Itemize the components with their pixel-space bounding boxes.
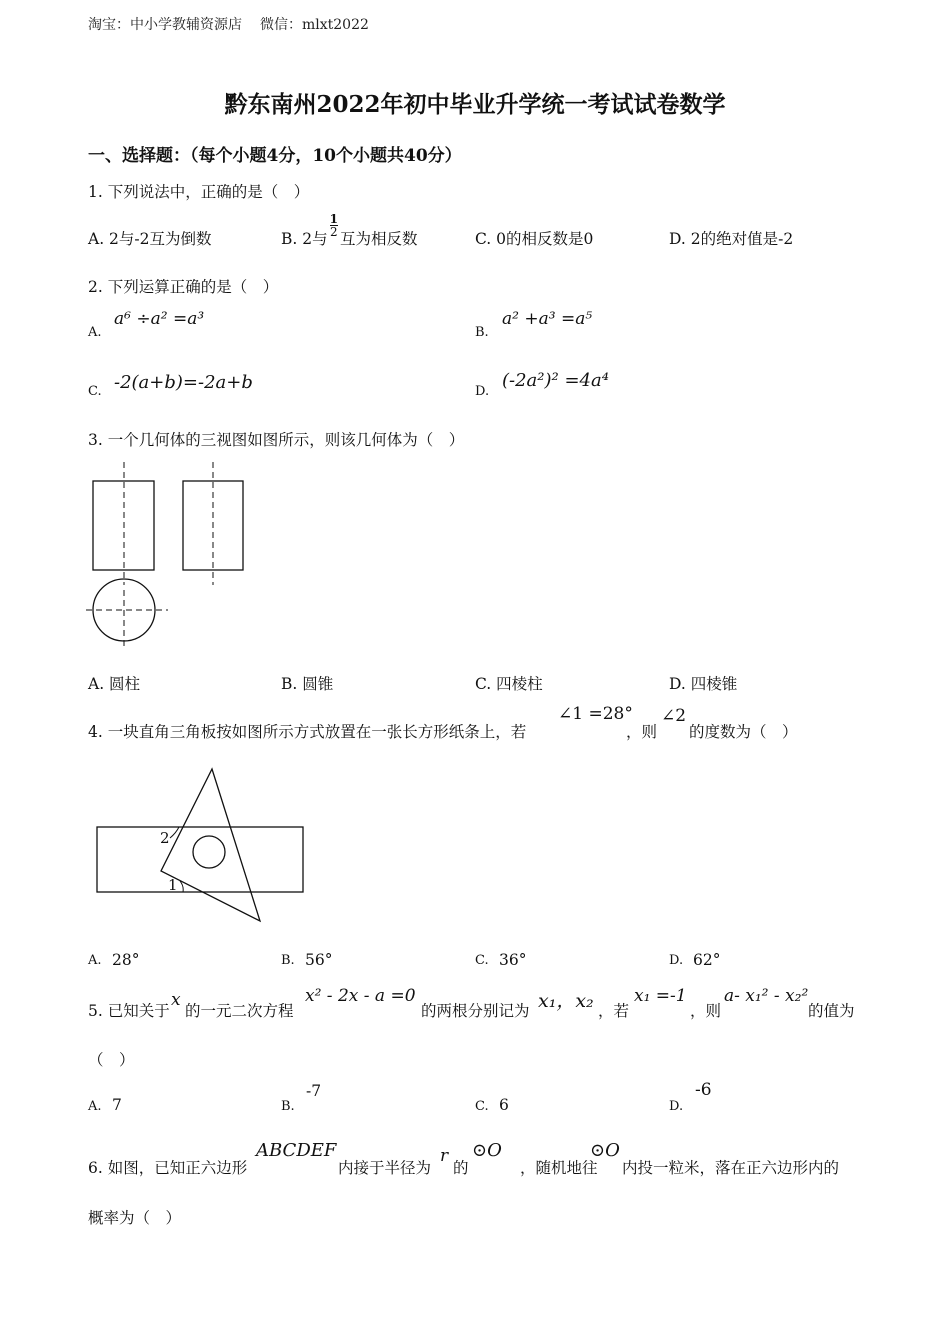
q2-option-c-label: C. bbox=[88, 384, 102, 399]
q6-hexagon-name: ABCDEF bbox=[256, 1140, 337, 1161]
angle-label-1: 1 bbox=[168, 876, 178, 894]
q1-option-c: C. 0的相反数是0 bbox=[475, 230, 594, 248]
q4-option-c-value: 36° bbox=[499, 951, 527, 969]
q5-option-b-label: B. bbox=[281, 1099, 295, 1114]
q4-option-a-label: A. bbox=[88, 953, 102, 968]
right-triangle-plate bbox=[161, 769, 260, 921]
q3-option-a: A. 圆柱 bbox=[88, 675, 141, 693]
q6-stem-post: 内投一粒米，落在正六边形内的 bbox=[622, 1159, 840, 1177]
q6-stem-mid2: 的 bbox=[453, 1159, 469, 1177]
header-shop: 淘宝：中小学教辅资源店 bbox=[88, 17, 242, 33]
q4-condition: ∠1 =28° bbox=[558, 704, 633, 724]
section-heading: 一、选择题：（每个小题4分，10个小题共40分） bbox=[88, 146, 462, 166]
paper-strip bbox=[97, 827, 303, 892]
q6-stem-line2: 概率为（ ） bbox=[88, 1209, 182, 1227]
q5-option-c-label: C. bbox=[475, 1099, 489, 1114]
q4-option-c-label: C. bbox=[475, 953, 489, 968]
q3-option-b: B. 圆锥 bbox=[281, 675, 334, 693]
q4-stem-post: 的度数为（ ） bbox=[689, 723, 798, 741]
angle-label-2: 2 bbox=[160, 829, 170, 847]
q2-stem: 2. 下列运算正确的是（ ） bbox=[88, 278, 279, 296]
q2-option-a-expr: a⁶ ÷a² =a³ bbox=[114, 309, 205, 329]
q6-circle-o-2: ⊙O bbox=[590, 1140, 620, 1161]
q5-option-d-value: -6 bbox=[695, 1080, 712, 1100]
q5-stem-pre: 5. 已知关于 bbox=[88, 1002, 170, 1020]
q6-radius-r: r bbox=[440, 1146, 449, 1166]
q5-stem-mid2: 的两根分别记为 bbox=[421, 1002, 530, 1020]
page-title: 黔东南州2022年初中毕业升学统一考试试卷数学 bbox=[224, 91, 726, 118]
q3-stem: 3. 一个几何体的三视图如图所示，则该几何体为（ ） bbox=[88, 431, 465, 449]
q1-option-b-pre: B. 2与 bbox=[281, 230, 328, 248]
q5-paren: （ ） bbox=[88, 1051, 135, 1069]
q5-expression: a- x₁² - x₂² bbox=[724, 986, 809, 1006]
q1-stem: 1. 下列说法中，正确的是（ ） bbox=[88, 183, 310, 201]
q6-stem-mid1: 内接于半径为 bbox=[338, 1159, 432, 1177]
q5-equation: x² - 2x - a =0 bbox=[305, 986, 416, 1006]
q5-stem-post: 的值为 bbox=[808, 1002, 855, 1020]
q4-option-b-label: B. bbox=[281, 953, 295, 968]
q5-var-x: x bbox=[171, 990, 181, 1010]
q4-stem-pre: 4. 一块直角三角板按如图所示方式放置在一张长方形纸条上，若 bbox=[88, 723, 527, 741]
q2-option-d-expr: (-2a²)² =4a⁴ bbox=[502, 370, 609, 391]
q5-stem-mid4: ，则 bbox=[690, 1002, 722, 1020]
triangle-hole bbox=[193, 836, 225, 868]
q6-circle-o-1: ⊙O bbox=[472, 1140, 502, 1161]
q3-option-c: C. 四棱柱 bbox=[475, 675, 543, 693]
q4-stem-mid: ，则 bbox=[626, 723, 658, 741]
q5-option-a-value: 7 bbox=[112, 1096, 122, 1114]
q1-fraction-den: 2 bbox=[329, 224, 338, 239]
q1-option-b-post: 互为相反数 bbox=[339, 230, 418, 248]
q5-stem-mid3: ，若 bbox=[598, 1002, 630, 1020]
q5-option-c-value: 6 bbox=[499, 1096, 509, 1114]
q6-stem-mid3: ，随机地往 bbox=[520, 1159, 598, 1177]
q1-option-a: A. 2与-2互为倒数 bbox=[88, 230, 212, 248]
q2-option-b-expr: a² +a³ =a⁵ bbox=[502, 309, 593, 329]
q2-option-c-expr: -2(a+b)=-2a+b bbox=[114, 372, 253, 393]
q2-option-d-label: D. bbox=[475, 384, 490, 399]
q1-option-d: D. 2的绝对值是-2 bbox=[669, 230, 794, 248]
q1-fraction-num: 1 bbox=[329, 211, 338, 226]
q3-option-d: D. 四棱锥 bbox=[669, 675, 738, 693]
q5-option-b-value: -7 bbox=[306, 1082, 322, 1100]
header-wechat: 微信：mlxt2022 bbox=[260, 17, 369, 33]
q5-roots: x₁，x₂ bbox=[538, 990, 594, 1012]
q5-stem-mid1: 的一元二次方程 bbox=[185, 1002, 294, 1020]
q4-option-d-value: 62° bbox=[693, 951, 721, 969]
q2-option-b-label: B. bbox=[475, 325, 489, 340]
q5-condition: x₁ =-1 bbox=[634, 986, 687, 1006]
q6-stem-pre: 6. 如图，已知正六边形 bbox=[88, 1159, 248, 1177]
q4-option-a-value: 28° bbox=[112, 951, 140, 969]
q4-option-d-label: D. bbox=[669, 953, 684, 968]
q4-option-b-value: 56° bbox=[305, 951, 333, 969]
q5-option-d-label: D. bbox=[669, 1099, 684, 1114]
q4-angle2: ∠2 bbox=[661, 706, 687, 726]
q5-option-a-label: A. bbox=[88, 1099, 102, 1114]
q2-option-a-label: A. bbox=[88, 325, 102, 340]
